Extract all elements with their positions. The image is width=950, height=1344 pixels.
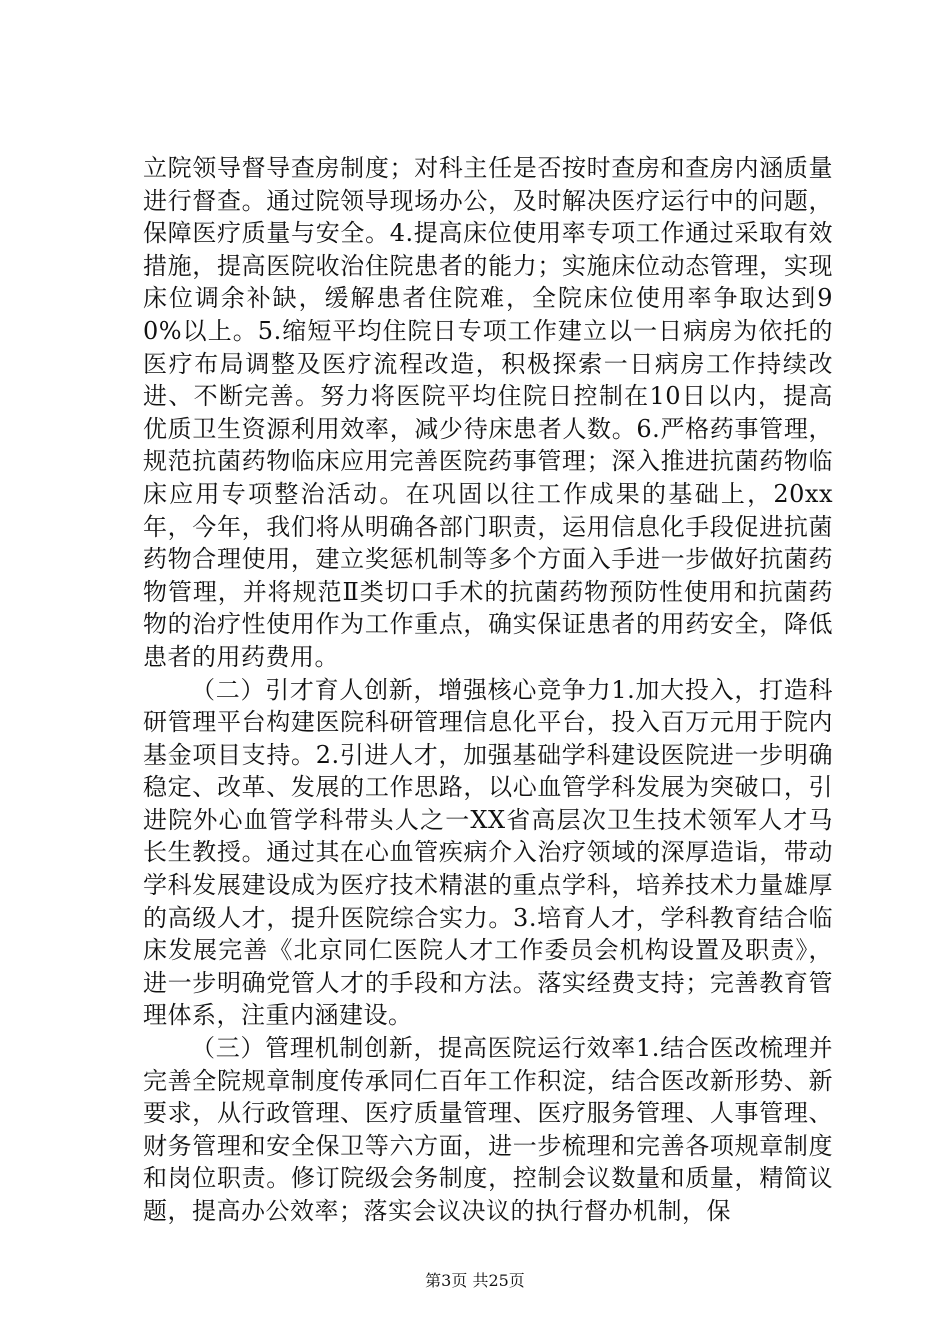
paragraph-continuation: 立院领导督导查房制度；对科主任是否按时查房和查房内涵质量进行督查。通过院领导现场办公，及时解决医疗运行中的问题，保障医疗质量与安全。4.提高床位使用率专项工作通过采取有效措施，提高医院收治住院患者的能力；实施床位动态管理，实现床位调余补缺，缓解患者住院难，全院床位使用率争取达到90%以上。5.缩短平均住院日专项工作建立以一日病房为依托的医疗布局调整及医疗流程改造，积极探索一日病房工作持续改进、不断完善。努力将医院平均住院日控制在10日以内，提高优质卫生资源利用效率，减少待床患者人数。6.严格药事管理，规范抗菌药物临床应用完善医院药事管理；深入推进抗菌药物临床应用专项整治活动。在巩固以往工作成果的基础上，20xx年，今年，我们将从明确各部门职责，运用信息化手段促进抗菌药物合理使用，建立奖惩机制等多个方面入手进一步做好抗菌药物管理，并将规范Ⅱ类切口手术的抗菌药物预防性使用和抗菌药物的治疗性使用作为工作重点，确实保证患者的用药安全，降低患者的用药费用。 [143, 154, 833, 671]
paragraph-section-three: （三）管理机制创新，提高医院运行效率1.结合医改梳理并完善全院规章制度传承同仁百年工作积淀，结合医改新形势、新要求，从行政管理、医疗质量管理、医疗服务管理、人事管理、财务管理和安全保卫等六方面，进一步梳理和完善各项规章制度和岗位职责。修订院级会务制度，控制会议数量和质量，精简议题，提高办公效率；落实会议决议的执行督办机制，保 [143, 1034, 833, 1225]
paragraph-section-two: （二）引才育人创新，增强核心竞争力1.加大投入，打造科研管理平台构建医院科研管理信息化平台，投入百万元用于院内基金项目支持。2.引进人才，加强基础学科建设医院进一步明确稳定、改革、发展的工作思路，以心血管学科发展为突破口，引进院外心血管学科带头人之一XX省高层次卫生技术领军人才马长生教授。通过其在心血管疾病介入治疗领域的深厚造诣，带动学科发展建设成为医疗技术精湛的重点学科，培养技术力量雄厚的高级人才，提升医院综合实力。3.培育人才，学科教育结合临床发展完善《北京同仁医院人才工作委员会机构设置及职责》，进一步明确党管人才的手段和方法。落实经费支持；完善教育管理体系，注重内涵建设。 [143, 675, 833, 1030]
document-body [143, 152, 833, 1228]
page-number-label: 第3页 共25页 [425, 1271, 525, 1290]
page-footer [0, 1271, 950, 1291]
